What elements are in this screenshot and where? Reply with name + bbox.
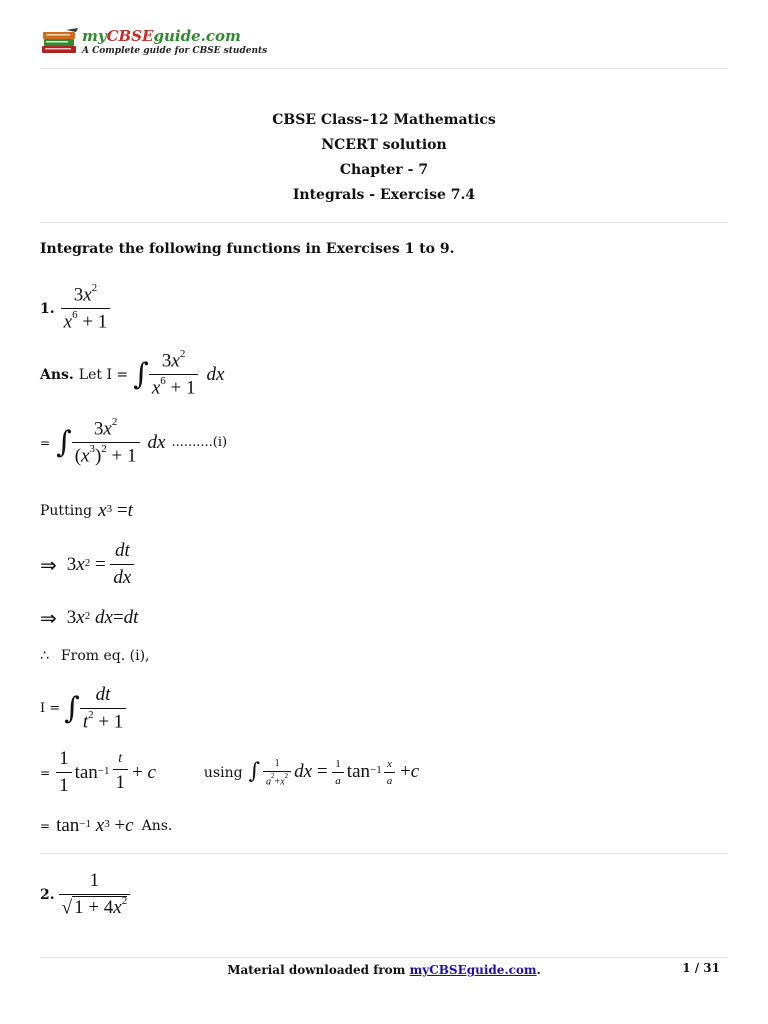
footer-link[interactable]: myCBSEguide.com [409, 963, 537, 977]
answer-line-2: = ∫ $\frac{3x^2}{(x^3)^2 + 1}$ dx ..........(i) [40, 416, 228, 467]
footer-attribution: Material downloaded from myCBSEguide.com. [227, 963, 541, 977]
question-1 [40, 284, 110, 334]
answer-line-1 [40, 350, 224, 400]
integral-rewritten: ∫ $\frac{3x^2}{(x^3)^2 + 1}$ dx [56, 416, 166, 467]
q2-expression: $\frac{1}{√ 1 + 4x^2}$ [59, 870, 131, 919]
site-logo[interactable] [40, 26, 270, 66]
question-2 [40, 870, 130, 919]
question-divider [40, 853, 728, 854]
equation-reference: ..........(i) [171, 435, 228, 451]
logo-tagline: A Complete guide for CBSE students [82, 46, 268, 56]
standard-formula: ∫ $\frac{1}{a^2+x^2}$ dx = $\frac{1}{a}$ tan −1 $\frac{x}{a}$ + c [248, 757, 420, 788]
footer-divider [40, 957, 728, 958]
therefore-line: ∴ From eq. (i), [40, 648, 150, 664]
q1-expression: $\frac{3x^2}{x^6 + 1}$ [61, 284, 111, 334]
differential-line: ⇒ 3 x 2 dx = dt [40, 606, 139, 630]
title-divider [40, 222, 728, 223]
final-answer-line: = tan −1 x 3 + c Ans. [40, 815, 173, 836]
integral-expression: ∫ $\frac{3x^2}{x^6 + 1}$ dx [133, 348, 225, 399]
document-title-block [0, 108, 768, 208]
implies-icon: ⇒ [40, 552, 57, 577]
question-number: 2. [40, 886, 55, 903]
instruction-heading: Integrate the following functions in Exercises 1 to 9. [40, 241, 455, 257]
let-text: Let I = [78, 366, 129, 383]
page-number: 1 / 31 [682, 961, 720, 975]
result-line: = $\frac{1}{1}$ tan −1 $\frac{t}{1}$ + c using ∫ $\frac{1}{a^2+x^2}$ dx = $\frac{1}{a}$ tan −1 $\frac{x}{a}$ + c [40, 748, 420, 796]
using-label: using [203, 764, 243, 781]
title-exercise: Integrals - Exercise 7.4 [292, 187, 476, 203]
title-chapter: Chapter - 7 [339, 162, 429, 178]
title-class: CBSE Class–12 Mathematics [272, 112, 496, 128]
therefore-icon: ∴ [40, 648, 49, 664]
logo-brand: myCBSEguide.com [82, 27, 241, 45]
header-divider [40, 68, 728, 69]
question-number: 1. [40, 300, 55, 317]
result-expression: $\frac{1}{1}$ tan −1 $\frac{t}{1}$ + c [56, 748, 156, 797]
books-icon [40, 28, 80, 58]
substitution-line: Putting x 3 = t [40, 500, 133, 521]
ans-label: Ans. [40, 366, 74, 383]
implies-icon: ⇒ [40, 606, 57, 630]
title-solution: NCERT solution [321, 137, 447, 153]
substituted-integral: I = ∫ $\frac{dt}{t^2 + 1}$ [40, 684, 126, 733]
derivative-line: ⇒ 3 x 2 = $\frac{dt}{dx}$ [40, 540, 134, 589]
